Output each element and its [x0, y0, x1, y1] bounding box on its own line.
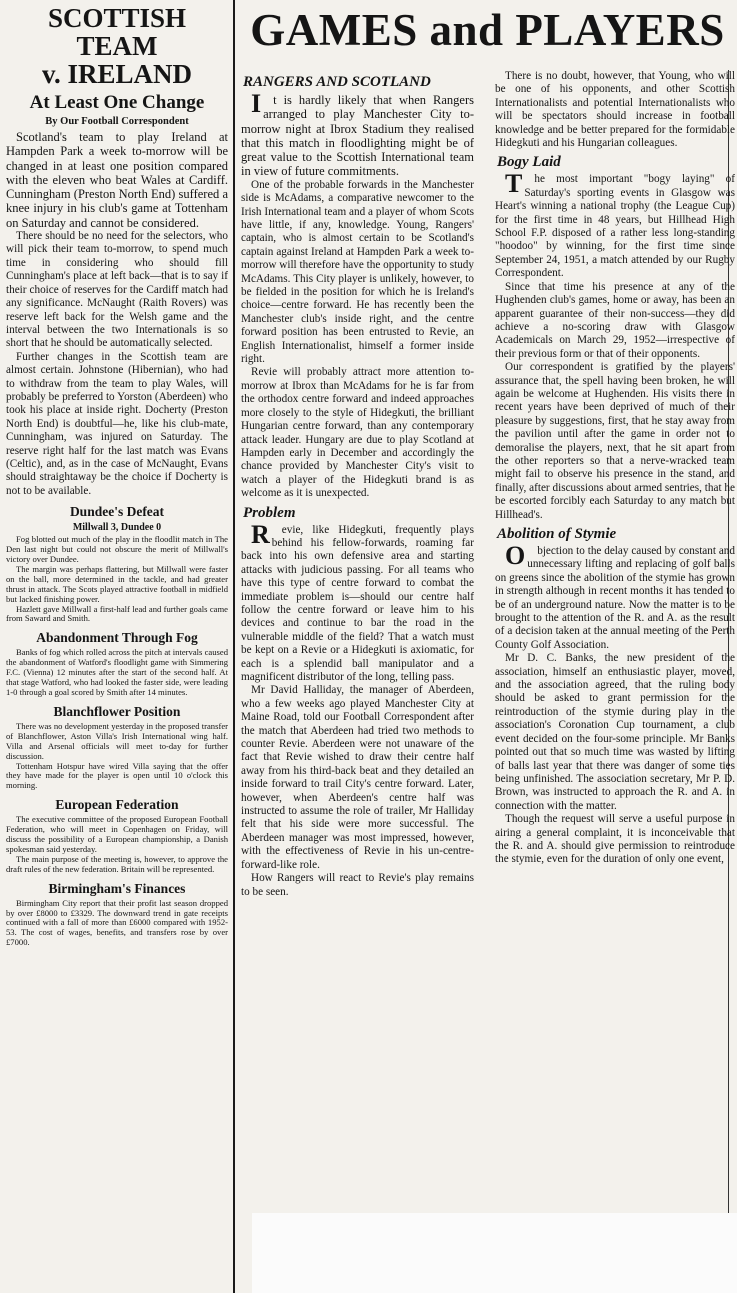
- kicker-abolition-of-stymie: Abolition of Stymie: [497, 526, 617, 542]
- paragraph: Our correspondent is gratified by the players' assurance that, the spell having been broken, he will again be welcome at Hughenden. His visits there in recent years have been deprived of much of their pleasure by suggestions, first, that he stay away from the pavilion until after the game in order not to demoralise the players, next, that he sit apart from the other reporters so that a nerve-wracked team might fail to observe his presence in the stand, and finally, after discussions about armed sentries, that he be escorted forcibly each Saturday to any match but Hillhead's.: [495, 361, 735, 521]
- section-head-blanchflower: Blanchflower Position: [53, 703, 181, 719]
- paragraph: There is no doubt, however, that Young, who will be one of his opponents, and other Scottish Internationalists and potential Internationalists who will be spectators should increase in football knowledge and be better prepared for the formidable Hidegkuti and his Hungarian colleagues.: [495, 70, 735, 150]
- games-and-players-section: [238, 0, 737, 1293]
- right-column: [495, 70, 735, 1220]
- subhead-one-change: At Least One Change: [29, 92, 205, 113]
- paragraph: Tottenham Hotspur have wired Villa saying that the offer they have made for the player is open until 10 o'clock this morning.: [6, 760, 228, 791]
- section-head-fog: Abandonment Through Fog: [36, 630, 198, 646]
- blank-area: [252, 1213, 737, 1293]
- paragraph: It is hardly likely that when Rangers arranged to play Manchester City to-morrow night at Ibrox Stadium they realised that this match in floodlighting might be of great value to the Scottish International team in view of future commitments.: [241, 89, 474, 179]
- paragraph: The most important "bogy laying" of Saturday's sporting events in Glasgow was Heart's winning a national trophy (the League Cup) for the first time in 48 years, but Hillhead High School F.P. disposed of a rather less long-standing "hoodoo" by winning, for the first time since September 24, 1951, a match attended by our Rugby Correspondent.: [495, 169, 735, 280]
- section-head-european-federation: European Federation: [55, 797, 179, 813]
- paragraph: Since that time his presence at any of the Hughenden club's games, home or away, has been an apparent guarantee of their non-success—they did achieve a no-scoring draw with Glasgow Academicals on March 29, 1952—irrespective of their previous form or that of their opponents.: [495, 280, 735, 360]
- paragraph: Hazlett gave Millwall a first-half lead and further goals came from Saward and Smith.: [6, 603, 228, 624]
- kicker-bogy-laid: Bogy Laid: [497, 154, 561, 171]
- paragraph: Objection to the delay caused by constant and unnecessary lifting and replacing of golf balls on greens since the abolition of the stymie has grown in strength although in recent months it has tended to be of an underground nature. Now the matter is to be brought to the attention of the R. and A. as the result of a decision taken at the annual meeting of the Perth County Golf Association.: [495, 541, 735, 651]
- byline: By Our Football Correspondent: [45, 116, 189, 127]
- paragraph: Mr David Halliday, the manager of Aberdeen, who a few weeks ago played Manchester City at Maine Road, told our Football Correspondent after the match that Aberdeen had tried two methods to counter Revie. Aberdeen were not unaware of the fact that Revie wished to draw their centre half away from his third-back beat and they detailed an inside forward to trail City's centre forward. Later, however, when Aberdeen's centre half was instructed to assume the role of trailer, Mr Halliday felt that his side were more successful. The Aberdeen manager was most impressed, however, with the effectiveness of Revie in his un-centre-forward-like role.: [241, 684, 474, 871]
- kicker-problem: Problem: [243, 504, 296, 521]
- banner-headline: GAMES and PLAYERS: [250, 5, 725, 55]
- paragraph: Though the request will serve a useful purpose in airing a general complaint, it is inconceivable that the R. and A. should give permission to reintroduce the stymie, even for the duration of only one event,: [495, 813, 735, 866]
- paragraph: There was no development yesterday in the proposed transfer of Blanchflower, Aston Villa's Irish International wing half. Villa and Arsenal officials will meet to-day for further discussion.: [6, 720, 228, 761]
- paragraph: Revie will probably attract more attention to-morrow at Ibrox than McAdams for he is far from the orthodox centre forward and indeed approaches more closely to the style of Hidegkuti, the brilliant Hungarian centre forward, than any contemporary attack leader. Hungary are due to play Scotland at Hampden early in December and accordingly the chance provided by Manchester City's visit to watch a player of the Hidegkuti brand is as welcome as it is unexpected.: [241, 366, 474, 500]
- left-column: [6, 4, 228, 1290]
- paragraph: The main purpose of the meeting is, however, to approve the draft rules of the new federation. Britain will be represented.: [6, 853, 228, 874]
- paragraph: Banks of fog which rolled across the pitch at intervals caused the abandonment of Watford's floodlight game with Simmering F.C. (Vienna) 12 minutes after the start of the second half. At that stage Watford, who had looked the faster side, were leading 1-0 through a goal scored by Smith after 14 minutes.: [6, 647, 228, 697]
- column-rule: [233, 0, 235, 1293]
- paragraph: The margin was perhaps flattering, but Millwall were faster on the ball, more determined in the tackle, and had greater thrust in attack. The Scots played attractive football in midfield but lacked finishing power.: [6, 563, 228, 604]
- section-head-birmingham: Birmingham's Finances: [48, 880, 186, 896]
- paragraph: Birmingham City report that their profit last season dropped by over £8000 to £3329. The downward trend in gate receipts continued with a fall of more than £6000 compared with 1952-53. The cost of wages, benefits, and transfers rose by over £7000.: [6, 897, 228, 948]
- paragraph: One of the probable forwards in the Manchester side is McAdams, a comparative newcomer to the Irish International team and a player of whom Scots have little, if any, knowledge. Young, Rangers' captain, who is almost certain to be Scotland's captain against Ireland at Hampden Park a week to-morrow will therefore have the opportunity to study McAdams. This City player is unlikely, however, to be fielded in the position for which he is Ireland's choice—centre forward. He has recently been the Manchester club's inside right, and the centre forward position has been entrusted to Revie, an English Internationalist, himself a former inside right.: [241, 178, 474, 366]
- headline-v-ireland: v. IRELAND: [41, 59, 193, 89]
- paragraph: Further changes in the Scottish team are almost certain. Johnstone (Hibernian), who had to withdraw from the team to play Wales, will probably be preferred to Yorston (Aberdeen) who took his place at inside right. Docherty (Preston North End) is doubtful—he, like his club-mate, Cunningham, was injured on Saturday. The reserve right half for the last match was Evans (Celtic), and, as in the case of McNaught, Evans should straightaway be the choice if Docherty is not to be available.: [6, 350, 228, 497]
- paragraph: There should be no need for the selectors, who will pick their team to-morrow, to spend much time in considering who should fill Cunningham's place at left back—that is to say if their choice of reserves for the Cardiff match had any significance. McNaught (Raith Rovers) was reserve left back for the Welsh game and the interval between the two Internationals is so short that he should be automatically selected.: [6, 230, 228, 350]
- paragraph: Scotland's team to play Ireland at Hampden Park a week to-morrow will be changed in at least one position compared with the eleven who beat Wales at Cardiff. Cunningham (Preston North End) suffered a knee injury in his club's game at Tottenham on Saturday and cannot be considered.: [6, 130, 228, 230]
- kicker-rangers-and-scotland: RANGERS AND SCOTLAND: [243, 74, 431, 90]
- headline-scottish-team: SCOTTISH TEAM: [47, 4, 187, 61]
- paragraph: The executive committee of the proposed European Football Federation, who will meet in Copenhagen on Friday, will discuss the possibility of a European championship, a Danish spokesman said yesterday.: [6, 814, 228, 854]
- paragraph: How Rangers will react to Revie's play remains to be seen.: [241, 872, 474, 898]
- paragraph: Fog blotted out much of the play in the floodlit match in The Den last night but could not obscure the merit of Millwall's victory over Dundee.: [6, 534, 228, 565]
- section-head-dundee: Dundee's Defeat: [69, 504, 165, 520]
- paragraph: Mr D. C. Banks, the new president of the association, himself an enthusiastic player, moved, and the association agreed, that the ruling body should be asked to grant permission for the reintroduction of the stymie during play in the association's Coronation Cup tournament, a club event decided on the four-some principle. Mr Banks pointed out that so much time was wasted by lifting of balls last year that there was danger of some ties being unfinished. The association secretary, Mr P. D. Brown, was instructed to approach the R. and A. in connection with the matter.: [495, 652, 735, 812]
- match-score: Millwall 3, Dundee 0: [72, 522, 162, 534]
- paragraph: Revie, like Hidegkuti, frequently plays behind his fellow-forwards, roaming far back into his own defensive area and starting attacks with judicious passing. For all teams who have this type of centre forward to combat the immediate problem is—should our centre half follow the centre forward or leave him to his devices and continue to bar the road in the vulnerable middle of the field? That a watch must be kept on a Revie or a Hidegkuti is axiomatic, for each is a splendid ball manipulator and a magnificent distributor of the long, telling pass.: [241, 519, 474, 683]
- middle-column: [241, 70, 474, 1255]
